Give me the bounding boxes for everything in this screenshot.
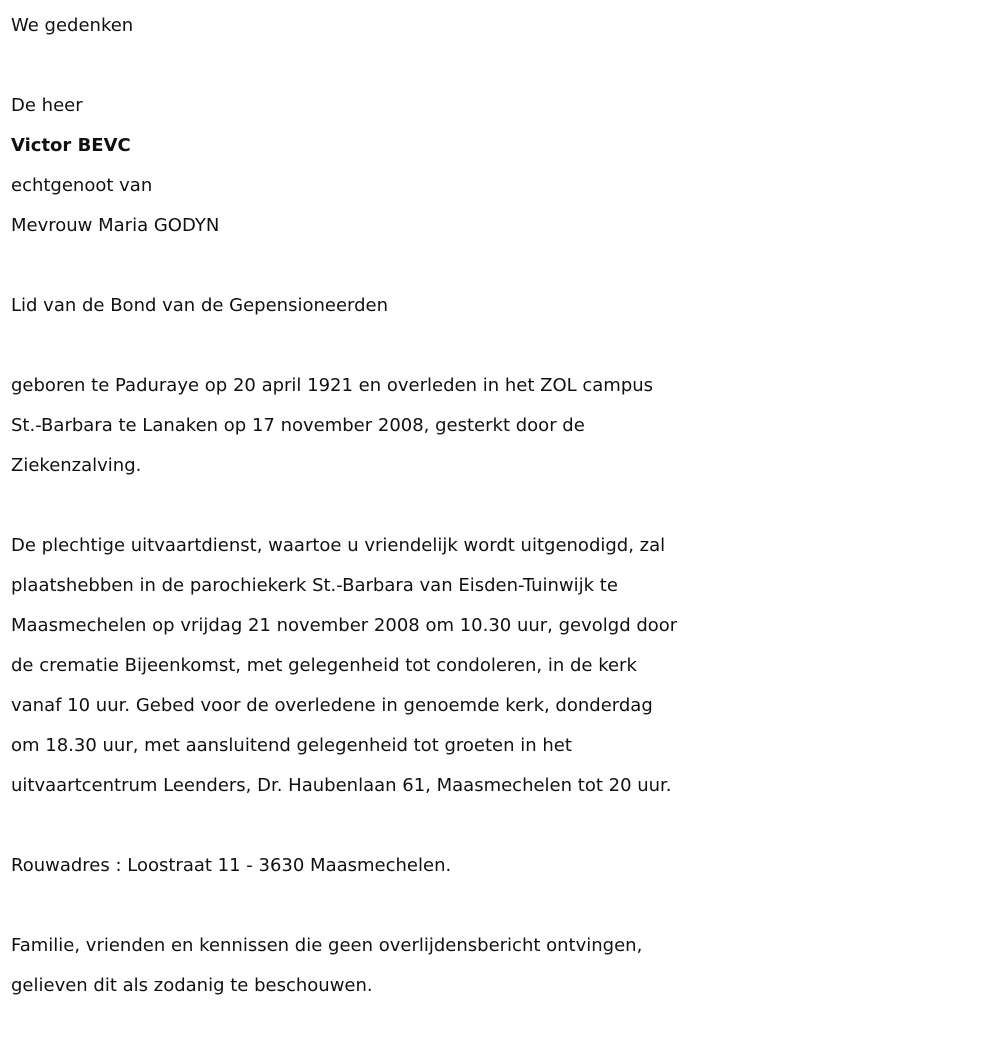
membership-text: Lid van de Bond van de Gepensioneerden xyxy=(11,295,389,316)
spacer xyxy=(11,326,1000,366)
salutation-text: De heer xyxy=(11,95,83,116)
closing-paragraph xyxy=(11,926,1000,1006)
birth-death-paragraph xyxy=(11,366,1000,486)
spouse-name: Mevrouw Maria GODYN xyxy=(11,215,220,236)
spacer xyxy=(11,246,1000,286)
deceased-name: Victor BEVC xyxy=(11,135,131,156)
spacer xyxy=(11,46,1000,86)
spacer xyxy=(11,886,1000,926)
paragraph-line: plaatshebben in de parochiekerk St.-Barbara van Eisden-Tuinwijk te xyxy=(11,575,618,596)
paragraph-line: Familie, vrienden en kennissen die geen overlijdensbericht ontvingen, xyxy=(11,935,643,956)
spacer xyxy=(11,806,1000,846)
paragraph-line: uitvaartcentrum Leenders, Dr. Haubenlaan 61, Maasmechelen tot 20 uur. xyxy=(11,775,672,796)
paragraph-line: vanaf 10 uur. Gebed voor de overledene in genoemde kerk, donderdag xyxy=(11,695,653,716)
service-paragraph xyxy=(11,526,1000,806)
relation-text: echtgenoot van xyxy=(11,175,153,196)
paragraph-line: St.-Barbara te Lanaken op 17 november 2008, gesterkt door de xyxy=(11,415,585,436)
spacer xyxy=(11,486,1000,526)
paragraph-line: Ziekenzalving. xyxy=(11,455,142,476)
paragraph-line: gelieven dit als zodanig te beschouwen. xyxy=(11,975,373,996)
paragraph-line: de crematie Bijeenkomst, met gelegenheid tot condoleren, in de kerk xyxy=(11,655,637,676)
paragraph-line: geboren te Paduraye op 20 april 1921 en overleden in het ZOL campus xyxy=(11,375,654,396)
intro-text: We gedenken xyxy=(11,15,134,36)
mourning-address: Rouwadres : Loostraat 11 - 3630 Maasmechelen. xyxy=(11,855,452,876)
paragraph-line: om 18.30 uur, met aansluitend gelegenheid tot groeten in het xyxy=(11,735,572,756)
paragraph-line: Maasmechelen op vrijdag 21 november 2008 om 10.30 uur, gevolgd door xyxy=(11,615,678,636)
paragraph-line: De plechtige uitvaartdienst, waartoe u vriendelijk wordt uitgenodigd, zal xyxy=(11,535,666,556)
